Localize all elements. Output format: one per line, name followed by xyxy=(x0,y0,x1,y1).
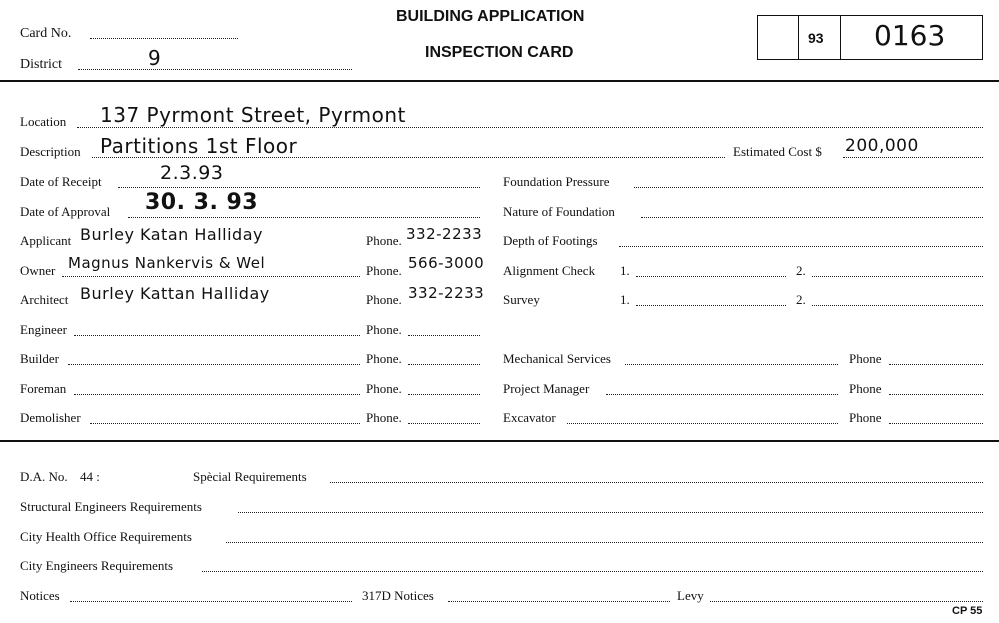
levy-line xyxy=(710,601,983,602)
structural-requirements-line xyxy=(238,512,983,513)
owner-phone-label: Phone. xyxy=(366,263,402,278)
alignment-check-line1 xyxy=(636,276,786,277)
mechanical-services-label: Mechanical Services xyxy=(503,351,611,366)
date-of-receipt-label: Date of Receipt xyxy=(20,174,102,189)
card-number-box xyxy=(757,15,983,60)
form-code: CP 55 xyxy=(952,605,983,617)
district-value: 9 xyxy=(148,46,162,70)
engineer-label: Engineer xyxy=(20,322,67,337)
survey-line1 xyxy=(636,305,786,306)
da-no-value: 44 : xyxy=(80,469,100,484)
applicant-phone-label: Phone. xyxy=(366,233,402,248)
form-title-line1: BUILDING APPLICATION xyxy=(396,8,585,25)
structural-requirements-label: Structural Engineers Requirements xyxy=(20,499,202,514)
owner-value: Magnus Nankervis & Wel xyxy=(68,254,266,272)
architect-value: Burley Kattan Halliday xyxy=(80,284,270,303)
owner-line xyxy=(62,276,360,277)
location-label: Location xyxy=(20,114,67,129)
owner-label: Owner xyxy=(20,263,56,278)
notices-label: Notices xyxy=(20,588,60,603)
card-box-divider-1 xyxy=(798,15,799,60)
project-manager-line xyxy=(606,394,838,395)
requirements-divider xyxy=(0,440,999,442)
depth-of-footings-label: Depth of Footings xyxy=(503,233,598,248)
owner-phone-value: 566-3000 xyxy=(408,254,485,272)
date-of-receipt-line xyxy=(118,187,480,188)
notices-line xyxy=(70,601,352,602)
mechanical-services-phone-label: Phone xyxy=(849,351,882,366)
card-no-label: Card No. xyxy=(20,26,72,41)
applicant-value: Burley Katan Halliday xyxy=(80,225,263,244)
project-manager-phone-line xyxy=(889,394,983,395)
foundation-pressure-label: Foundation Pressure xyxy=(503,174,610,189)
engineer-phone-label: Phone. xyxy=(366,322,402,337)
notices-317d-line xyxy=(448,601,670,602)
estimated-cost-line xyxy=(843,157,983,158)
mechanical-services-line xyxy=(625,364,838,365)
builder-line xyxy=(68,364,360,365)
demolisher-line xyxy=(90,423,360,424)
notices-317d-label: 317D Notices xyxy=(362,588,434,603)
special-requirements-line xyxy=(330,482,983,483)
location-value: 137 Pyrmont Street, Pyrmont xyxy=(100,103,406,127)
demolisher-phone-label: Phone. xyxy=(366,410,402,425)
project-manager-phone-label: Phone xyxy=(849,381,882,396)
mechanical-services-phone-line xyxy=(889,364,983,365)
builder-phone-label: Phone. xyxy=(366,351,402,366)
engineer-line xyxy=(74,335,360,336)
city-health-requirements-label: City Health Office Requirements xyxy=(20,529,192,544)
form-title-line2: INSPECTION CARD xyxy=(425,44,574,61)
year-code: 93 xyxy=(808,30,824,46)
excavator-line xyxy=(567,423,838,424)
city-engineers-requirements-line xyxy=(202,571,983,572)
architect-label: Architect xyxy=(20,292,69,307)
header-divider xyxy=(0,80,999,82)
city-engineers-requirements-label: City Engineers Requirements xyxy=(20,558,174,573)
demolisher-phone-line xyxy=(408,423,480,424)
date-of-approval-label: Date of Approval xyxy=(20,204,111,219)
date-of-approval-line xyxy=(128,217,480,218)
architect-phone-value: 332-2233 xyxy=(408,284,485,302)
survey-num1: 1. xyxy=(620,292,630,307)
alignment-check-num1: 1. xyxy=(620,263,630,278)
excavator-phone-line xyxy=(889,423,983,424)
description-label: Description xyxy=(20,144,81,159)
estimated-cost-value: 200,000 xyxy=(845,136,919,156)
depth-of-footings-line xyxy=(619,246,983,247)
demolisher-label: Demolisher xyxy=(20,410,81,425)
district-line xyxy=(78,69,352,70)
builder-label: Builder xyxy=(20,351,59,366)
applicant-phone-value: 332-2233 xyxy=(406,225,483,243)
foreman-line xyxy=(74,394,360,395)
applicant-label: Applicant xyxy=(20,233,72,248)
survey-label: Survey xyxy=(503,292,540,307)
foreman-phone-line xyxy=(408,394,480,395)
da-no-label: D.A. No. xyxy=(20,469,68,484)
survey-line2 xyxy=(812,305,983,306)
alignment-check-line2 xyxy=(812,276,983,277)
builder-phone-line xyxy=(408,364,480,365)
alignment-check-num2: 2. xyxy=(796,263,806,278)
special-requirements-label: Spècial Requirements xyxy=(193,469,307,484)
nature-of-foundation-label: Nature of Foundation xyxy=(503,204,615,219)
project-manager-label: Project Manager xyxy=(503,381,590,396)
foundation-pressure-line xyxy=(634,187,983,188)
date-of-approval-value: 30. 3. 93 xyxy=(145,190,259,215)
excavator-phone-label: Phone xyxy=(849,410,882,425)
estimated-cost-label: Estimated Cost $ xyxy=(733,144,822,159)
engineer-phone-line xyxy=(408,335,480,336)
city-health-requirements-line xyxy=(226,542,983,543)
date-of-receipt-value: 2.3.93 xyxy=(160,162,224,184)
description-value: Partitions 1st Floor xyxy=(100,134,298,158)
foreman-label: Foreman xyxy=(20,381,67,396)
card-box-divider-2 xyxy=(840,15,841,60)
excavator-label: Excavator xyxy=(503,410,556,425)
card-no-line xyxy=(90,38,238,39)
district-label: District xyxy=(20,57,62,72)
architect-phone-label: Phone. xyxy=(366,292,402,307)
location-line xyxy=(77,127,983,128)
nature-of-foundation-line xyxy=(641,217,983,218)
alignment-check-label: Alignment Check xyxy=(503,263,596,278)
levy-label: Levy xyxy=(677,588,704,603)
foreman-phone-label: Phone. xyxy=(366,381,402,396)
card-number: 0163 xyxy=(874,19,946,52)
survey-num2: 2. xyxy=(796,292,806,307)
